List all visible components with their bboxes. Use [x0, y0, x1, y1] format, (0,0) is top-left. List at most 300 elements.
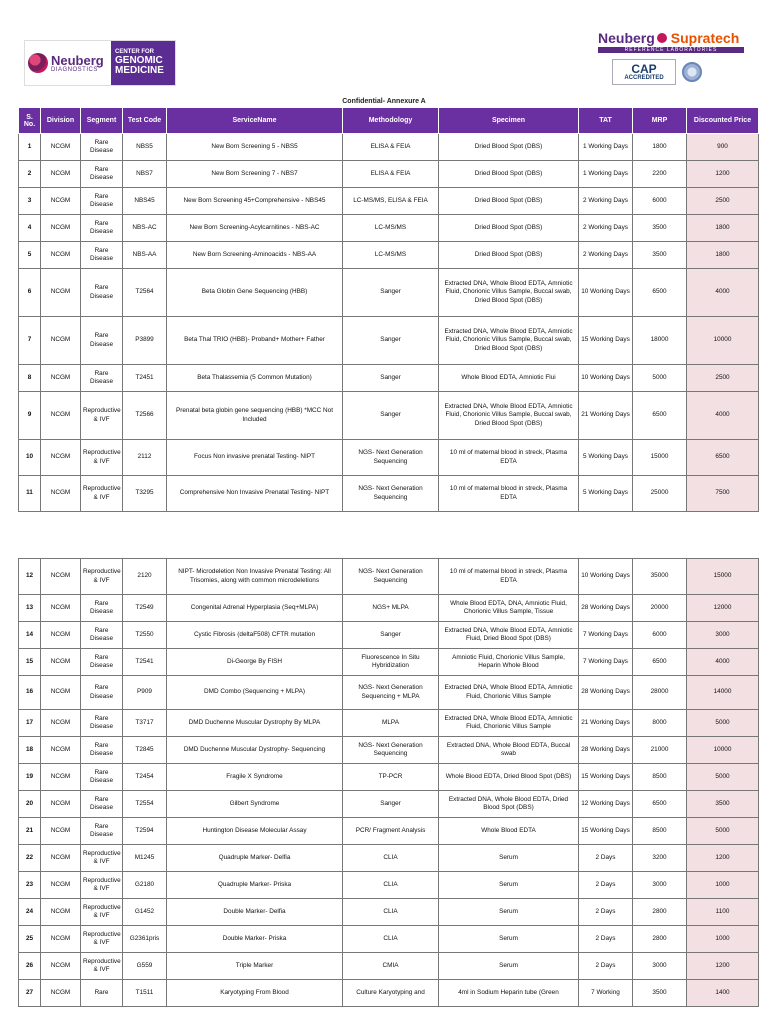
cell-mrp: 6000: [633, 622, 687, 649]
cell-specimen: Dried Blood Spot (DBS): [439, 215, 579, 242]
cap-accredited-badge: [612, 59, 676, 85]
cell-discounted-price: 5000: [687, 710, 759, 737]
cell-division: NCGM: [41, 392, 81, 440]
cell-methodology: Culture Karyotyping and: [343, 980, 439, 1007]
cell-service-name: New Born Screening-Acylcarnitines - NBS-AC: [167, 215, 343, 242]
cell-methodology: CLIA: [343, 926, 439, 953]
col-header-segment: Segment: [81, 108, 123, 134]
cell-tat: 10 Working Days: [579, 269, 633, 317]
cell-mrp: 3500: [633, 980, 687, 1007]
cell-methodology: NGS- Next Generation Sequencing: [343, 476, 439, 512]
cell-sno: 15: [19, 649, 41, 676]
cell-mrp: 18000: [633, 317, 687, 365]
cell-division: NCGM: [41, 476, 81, 512]
cell-tat: 2 Days: [579, 872, 633, 899]
cell-division: NCGM: [41, 440, 81, 476]
neuberg-dot-icon: [657, 33, 667, 43]
cell-tat: 21 Working Days: [579, 710, 633, 737]
cell-specimen: 10 ml of maternal blood in streck, Plasma EDTA: [439, 440, 579, 476]
cell-sno: 26: [19, 953, 41, 980]
cell-sno: 4: [19, 215, 41, 242]
table-row: [19, 872, 759, 899]
cell-service-name: Beta Thalassemia (5 Common Mutation): [167, 365, 343, 392]
cell-segment: Rare Disease: [81, 188, 123, 215]
cell-discounted-price: 5000: [687, 764, 759, 791]
cell-segment: Reproductive & IVF: [81, 899, 123, 926]
cell-test-code: T3717: [123, 710, 167, 737]
cell-segment: Rare Disease: [81, 595, 123, 622]
cell-specimen: Dried Blood Spot (DBS): [439, 161, 579, 188]
cell-service-name: Beta Thal TRIO (HBB)- Proband+ Mother+ Father: [167, 317, 343, 365]
table-row: [19, 595, 759, 622]
cell-segment: Rare Disease: [81, 161, 123, 188]
table-row: [19, 737, 759, 764]
cell-discounted-price: 12000: [687, 595, 759, 622]
cell-test-code: T2564: [123, 269, 167, 317]
cell-discounted-price: 4000: [687, 392, 759, 440]
table-row: [19, 242, 759, 269]
cell-mrp: 35000: [633, 559, 687, 595]
cell-test-code: G559: [123, 953, 167, 980]
table-row: [19, 392, 759, 440]
cell-methodology: Sanger: [343, 622, 439, 649]
cell-segment: Reproductive & IVF: [81, 476, 123, 512]
cell-test-code: T2566: [123, 392, 167, 440]
supratech-logo: [598, 30, 744, 96]
cell-test-code: T3295: [123, 476, 167, 512]
table-row: [19, 899, 759, 926]
cell-division: NCGM: [41, 134, 81, 161]
table-row: [19, 317, 759, 365]
cell-discounted-price: 900: [687, 134, 759, 161]
price-table-1: [18, 107, 759, 512]
cell-service-name: Quadruple Marker- Delfia: [167, 845, 343, 872]
cell-specimen: Serum: [439, 926, 579, 953]
cell-methodology: CLIA: [343, 872, 439, 899]
cell-division: NCGM: [41, 242, 81, 269]
cell-specimen: Serum: [439, 899, 579, 926]
cell-division: NCGM: [41, 215, 81, 242]
cell-service-name: Gilbert Syndrome: [167, 791, 343, 818]
cell-sno: 14: [19, 622, 41, 649]
cell-sno: 12: [19, 559, 41, 595]
cell-mrp: 6000: [633, 188, 687, 215]
neuberg-swirl-icon: [28, 53, 48, 73]
cell-test-code: T1511: [123, 980, 167, 1007]
col-header-tat: TAT: [579, 108, 633, 134]
cell-methodology: Sanger: [343, 317, 439, 365]
cell-discounted-price: 4000: [687, 649, 759, 676]
cell-discounted-price: 1400: [687, 980, 759, 1007]
cell-methodology: NGS- Next Generation Sequencing: [343, 440, 439, 476]
cell-test-code: P909: [123, 676, 167, 710]
cell-tat: 28 Working Days: [579, 595, 633, 622]
cell-mrp: 6500: [633, 269, 687, 317]
supratech-brand1: Neuberg: [598, 30, 655, 46]
table-row: [19, 215, 759, 242]
cell-test-code: 2112: [123, 440, 167, 476]
cell-sno: 23: [19, 872, 41, 899]
cell-methodology: Sanger: [343, 269, 439, 317]
col-header-service-name: ServiceName: [167, 108, 343, 134]
cell-segment: Rare Disease: [81, 818, 123, 845]
cell-tat: 7 Working Days: [579, 649, 633, 676]
cell-service-name: Karyotyping From Blood: [167, 980, 343, 1007]
cell-segment: Rare Disease: [81, 791, 123, 818]
cell-segment: Rare Disease: [81, 622, 123, 649]
cell-test-code: T2554: [123, 791, 167, 818]
cell-sno: 6: [19, 269, 41, 317]
cell-tat: 1 Working Days: [579, 161, 633, 188]
cell-mrp: 25000: [633, 476, 687, 512]
cell-methodology: Sanger: [343, 365, 439, 392]
cell-division: NCGM: [41, 791, 81, 818]
cell-test-code: T2550: [123, 622, 167, 649]
cell-discounted-price: 4000: [687, 269, 759, 317]
cell-specimen: Extracted DNA, Whole Blood EDTA, Dried Blood Spot (DBS): [439, 791, 579, 818]
cell-division: NCGM: [41, 188, 81, 215]
table-row: [19, 134, 759, 161]
cell-segment: Reproductive & IVF: [81, 872, 123, 899]
cell-segment: Rare Disease: [81, 269, 123, 317]
cell-methodology: Sanger: [343, 791, 439, 818]
cell-tat: 1 Working Days: [579, 134, 633, 161]
cell-methodology: Fluorescence In Situ Hybridization: [343, 649, 439, 676]
cell-tat: 15 Working Days: [579, 317, 633, 365]
price-table-2: [18, 558, 759, 1007]
cell-service-name: New Born Screening 7 - NBS7: [167, 161, 343, 188]
cell-service-name: NIPT- Microdeletion Non Invasive Prenatal Testing: All Trisomies, along with common microdeletions: [167, 559, 343, 595]
table-row: [19, 188, 759, 215]
cell-sno: 27: [19, 980, 41, 1007]
cell-discounted-price: 14000: [687, 676, 759, 710]
cell-segment: Reproductive & IVF: [81, 845, 123, 872]
cell-specimen: Extracted DNA, Whole Blood EDTA, Amniotic Fluid, Chorionic Villus Sample: [439, 710, 579, 737]
cell-segment: Rare Disease: [81, 676, 123, 710]
cell-specimen: 10 ml of maternal blood in streck, Plasma EDTA: [439, 476, 579, 512]
table-row: [19, 980, 759, 1007]
cell-discounted-price: 1200: [687, 161, 759, 188]
col-header-mrp: MRP: [633, 108, 687, 134]
cell-specimen: Serum: [439, 872, 579, 899]
table-row: [19, 926, 759, 953]
cell-mrp: 3000: [633, 872, 687, 899]
cell-mrp: 6500: [633, 791, 687, 818]
cell-service-name: Triple Marker: [167, 953, 343, 980]
cell-test-code: T2845: [123, 737, 167, 764]
cell-sno: 20: [19, 791, 41, 818]
cell-sno: 1: [19, 134, 41, 161]
cell-specimen: 10 ml of maternal blood in streck, Plasma EDTA: [439, 559, 579, 595]
cell-service-name: Cystic Fibrosis (deltaF508) CFTR mutation: [167, 622, 343, 649]
table-row: [19, 269, 759, 317]
table-row: [19, 649, 759, 676]
cell-tat: 21 Working Days: [579, 392, 633, 440]
cell-tat: 15 Working Days: [579, 818, 633, 845]
cell-tat: 5 Working Days: [579, 440, 633, 476]
cell-methodology: LC-MS/MS, ELISA & FEIA: [343, 188, 439, 215]
cell-test-code: NBS7: [123, 161, 167, 188]
cell-mrp: 6500: [633, 649, 687, 676]
cell-sno: 5: [19, 242, 41, 269]
cell-division: NCGM: [41, 622, 81, 649]
cell-sno: 13: [19, 595, 41, 622]
cell-methodology: CLIA: [343, 899, 439, 926]
cell-division: NCGM: [41, 899, 81, 926]
cell-division: NCGM: [41, 161, 81, 188]
col-header-test-code: Test Code: [123, 108, 167, 134]
cell-methodology: NGS- Next Generation Sequencing: [343, 559, 439, 595]
accredited-text: ACCREDITED: [624, 75, 664, 81]
cell-discounted-price: 7500: [687, 476, 759, 512]
cell-tat: 28 Working Days: [579, 676, 633, 710]
cell-test-code: T2541: [123, 649, 167, 676]
cell-service-name: DMD Duchenne Muscular Dystrophy- Sequencing: [167, 737, 343, 764]
cell-specimen: Whole Blood EDTA: [439, 818, 579, 845]
cell-division: NCGM: [41, 365, 81, 392]
cell-test-code: 2120: [123, 559, 167, 595]
cell-test-code: NBS5: [123, 134, 167, 161]
table-row: [19, 440, 759, 476]
cell-methodology: CLIA: [343, 845, 439, 872]
cell-division: NCGM: [41, 980, 81, 1007]
table-header-row: [19, 108, 759, 134]
cell-specimen: Dried Blood Spot (DBS): [439, 242, 579, 269]
logo-line3: MEDICINE: [115, 65, 164, 77]
table-row: [19, 161, 759, 188]
cell-specimen: Dried Blood Spot (DBS): [439, 188, 579, 215]
col-header-division: Division: [41, 108, 81, 134]
cell-discounted-price: 6500: [687, 440, 759, 476]
cell-test-code: NBS45: [123, 188, 167, 215]
cell-tat: 10 Working Days: [579, 559, 633, 595]
table-row: [19, 476, 759, 512]
cell-sno: 10: [19, 440, 41, 476]
cell-specimen: Whole Blood EDTA, DNA, Amniotic Fluid, Chorionic Villus Sample, Tissue: [439, 595, 579, 622]
cell-segment: Rare Disease: [81, 710, 123, 737]
cell-discounted-price: 10000: [687, 737, 759, 764]
confidential-label: Confidential- Annexure A: [342, 98, 426, 105]
cell-segment: Rare Disease: [81, 649, 123, 676]
cell-methodology: Sanger: [343, 392, 439, 440]
col-header-discounted-price: Discounted Price: [687, 108, 759, 134]
cell-sno: 7: [19, 317, 41, 365]
accreditation-seal-icon: [682, 62, 702, 82]
table-row: [19, 676, 759, 710]
cell-sno: 11: [19, 476, 41, 512]
cell-specimen: Extracted DNA, Whole Blood EDTA, Amniotic Fluid, Chorionic Villus Sample, Buccal swab, Dried Blood Spot (DBS): [439, 269, 579, 317]
cell-mrp: 20000: [633, 595, 687, 622]
cell-service-name: DMD Duchenne Muscular Dystrophy By MLPA: [167, 710, 343, 737]
cell-discounted-price: 2500: [687, 365, 759, 392]
cell-mrp: 1800: [633, 134, 687, 161]
cell-methodology: NGS- Next Generation Sequencing: [343, 737, 439, 764]
cell-tat: 2 Days: [579, 845, 633, 872]
cell-tat: 10 Working Days: [579, 365, 633, 392]
cell-service-name: Focus Non invasive prenatal Testing- NIPT: [167, 440, 343, 476]
cell-mrp: 28000: [633, 676, 687, 710]
cell-mrp: 6500: [633, 392, 687, 440]
cell-methodology: TP-PCR: [343, 764, 439, 791]
cell-tat: 2 Working Days: [579, 215, 633, 242]
cell-service-name: DMD Combo (Sequencing + MLPA): [167, 676, 343, 710]
logo-brand: Neuberg: [51, 52, 104, 68]
supratech-brand2: Supratech: [670, 30, 740, 46]
cell-division: NCGM: [41, 595, 81, 622]
cell-specimen: Extracted DNA, Whole Blood EDTA, Amniotic Fluid, Dried Blood Spot (DBS): [439, 622, 579, 649]
cell-methodology: ELISA & FEIA: [343, 161, 439, 188]
cell-tat: 15 Working Days: [579, 764, 633, 791]
cell-test-code: P3899: [123, 317, 167, 365]
cell-test-code: G2180: [123, 872, 167, 899]
cell-service-name: Prenatal beta globin gene sequencing (HBB) *MCC Not Included: [167, 392, 343, 440]
cell-segment: Rare Disease: [81, 764, 123, 791]
cell-division: NCGM: [41, 764, 81, 791]
cell-discounted-price: 1200: [687, 953, 759, 980]
logo-line2: GENOMIC: [115, 54, 163, 66]
table-row: [19, 953, 759, 980]
cell-discounted-price: 2500: [687, 188, 759, 215]
cell-service-name: Di-George By FISH: [167, 649, 343, 676]
cell-sno: 2: [19, 161, 41, 188]
table-row: [19, 845, 759, 872]
cell-sno: 16: [19, 676, 41, 710]
cell-tat: 2 Days: [579, 953, 633, 980]
cell-service-name: Fragile X Syndrome: [167, 764, 343, 791]
table-row: [19, 365, 759, 392]
neuberg-cgm-logo: [24, 40, 176, 86]
cell-division: NCGM: [41, 676, 81, 710]
cell-test-code: T2451: [123, 365, 167, 392]
cell-division: NCGM: [41, 818, 81, 845]
col-header-methodology: Methodology: [343, 108, 439, 134]
cell-division: NCGM: [41, 737, 81, 764]
cell-division: NCGM: [41, 872, 81, 899]
cell-test-code: M1245: [123, 845, 167, 872]
cell-tat: 2 Days: [579, 926, 633, 953]
table-row: [19, 791, 759, 818]
table-row: [19, 622, 759, 649]
cell-test-code: G1452: [123, 899, 167, 926]
cell-division: NCGM: [41, 710, 81, 737]
cell-sno: 9: [19, 392, 41, 440]
cell-specimen: 4ml in Sodium Heparin tube (Green: [439, 980, 579, 1007]
cell-mrp: 2800: [633, 926, 687, 953]
cell-segment: Rare Disease: [81, 317, 123, 365]
supratech-tagline: REFERENCE LABORATORIES: [598, 47, 744, 53]
cell-tat: 2 Working Days: [579, 188, 633, 215]
table-row: [19, 559, 759, 595]
cell-sno: 3: [19, 188, 41, 215]
cell-tat: 7 Working Days: [579, 622, 633, 649]
cell-methodology: MLPA: [343, 710, 439, 737]
cell-test-code: G2361pris: [123, 926, 167, 953]
col-header-sno: S. No.: [19, 108, 41, 134]
cell-division: NCGM: [41, 649, 81, 676]
cell-segment: Rare Disease: [81, 134, 123, 161]
cell-discounted-price: 3500: [687, 791, 759, 818]
cell-sno: 21: [19, 818, 41, 845]
cell-test-code: NBS-AC: [123, 215, 167, 242]
cell-discounted-price: 3000: [687, 622, 759, 649]
cell-division: NCGM: [41, 559, 81, 595]
cell-mrp: 3000: [633, 953, 687, 980]
cell-specimen: Whole Blood EDTA, Amniotic Flui: [439, 365, 579, 392]
cell-specimen: Amniotic Fluid, Chorionic Villus Sample, Heparin Whole Blood: [439, 649, 579, 676]
cell-methodology: LC-MS/MS: [343, 242, 439, 269]
cell-specimen: Extracted DNA, Whole Blood EDTA, Amniotic Fluid, Chorionic Villus Sample: [439, 676, 579, 710]
cell-methodology: ELISA & FEIA: [343, 134, 439, 161]
cell-sno: 17: [19, 710, 41, 737]
cell-mrp: 21000: [633, 737, 687, 764]
cell-discounted-price: 1000: [687, 926, 759, 953]
cell-discounted-price: 1200: [687, 845, 759, 872]
col-header-specimen: Specimen: [439, 108, 579, 134]
cell-mrp: 2800: [633, 899, 687, 926]
cell-mrp: 3500: [633, 242, 687, 269]
cap-text: CAP: [631, 62, 657, 76]
cell-segment: Reproductive & IVF: [81, 440, 123, 476]
cell-service-name: Double Marker- Delfia: [167, 899, 343, 926]
cell-tat: 28 Working Days: [579, 737, 633, 764]
cell-mrp: 8500: [633, 764, 687, 791]
cell-tat: 7 Working: [579, 980, 633, 1007]
logo-sub: DIAGNOSTICS: [51, 66, 98, 73]
cell-division: NCGM: [41, 317, 81, 365]
cell-sno: 8: [19, 365, 41, 392]
cell-discounted-price: 5000: [687, 818, 759, 845]
cell-specimen: Extracted DNA, Whole Blood EDTA, Buccal swab: [439, 737, 579, 764]
cell-specimen: Serum: [439, 845, 579, 872]
cell-division: NCGM: [41, 269, 81, 317]
cell-sno: 18: [19, 737, 41, 764]
cell-division: NCGM: [41, 845, 81, 872]
cell-division: NCGM: [41, 926, 81, 953]
table-row: [19, 818, 759, 845]
cell-service-name: Congenital Adrenal Hyperplasia (Seq+MLPA): [167, 595, 343, 622]
cell-sno: 25: [19, 926, 41, 953]
logo-line1: CENTER FOR: [115, 49, 154, 56]
cell-tat: 2 Days: [579, 899, 633, 926]
cell-service-name: New Born Screening 5 - NBS5: [167, 134, 343, 161]
cell-discounted-price: 10000: [687, 317, 759, 365]
cell-tat: 2 Working Days: [579, 242, 633, 269]
cell-service-name: New Born Screening-Aminoacids - NBS-AA: [167, 242, 343, 269]
cell-division: NCGM: [41, 953, 81, 980]
cell-segment: Rare Disease: [81, 215, 123, 242]
cell-discounted-price: 1000: [687, 872, 759, 899]
cell-discounted-price: 15000: [687, 559, 759, 595]
cell-discounted-price: 1800: [687, 215, 759, 242]
cell-methodology: LC-MS/MS: [343, 215, 439, 242]
cell-service-name: Double Marker- Priska: [167, 926, 343, 953]
cell-mrp: 3500: [633, 215, 687, 242]
cell-mrp: 15000: [633, 440, 687, 476]
cell-segment: Rare Disease: [81, 737, 123, 764]
table-row: [19, 710, 759, 737]
cell-test-code: T2454: [123, 764, 167, 791]
cell-discounted-price: 1100: [687, 899, 759, 926]
table-row: [19, 764, 759, 791]
cell-segment: Rare Disease: [81, 365, 123, 392]
cell-methodology: CMIA: [343, 953, 439, 980]
cell-specimen: Whole Blood EDTA, Dried Blood Spot (DBS): [439, 764, 579, 791]
cell-specimen: Extracted DNA, Whole Blood EDTA, Amniotic Fluid, Chorionic Villus Sample, Buccal swab, Dried Blood Spot (DBS): [439, 392, 579, 440]
cell-segment: Reproductive & IVF: [81, 559, 123, 595]
cell-tat: 5 Working Days: [579, 476, 633, 512]
cell-discounted-price: 1800: [687, 242, 759, 269]
cell-specimen: Extracted DNA, Whole Blood EDTA, Amniotic Fluid, Chorionic Villus Sample, Buccal swab, Dried Blood Spot (DBS): [439, 317, 579, 365]
